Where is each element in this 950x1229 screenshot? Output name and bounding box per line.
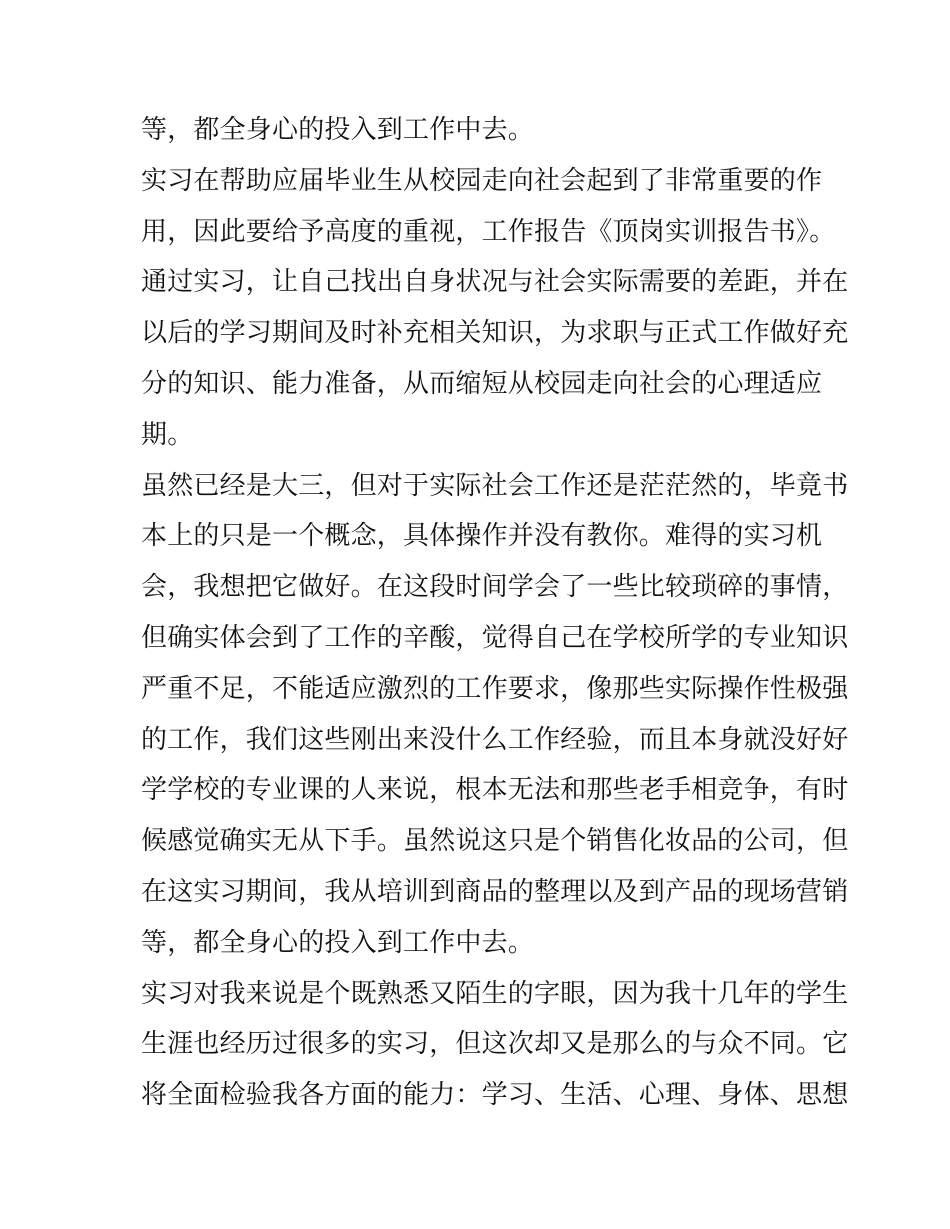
text-line: 在这实习期间，我从培训到商品的整理以及到产品的现场营销 xyxy=(141,876,849,907)
text-line: 严重不足，不能适应激烈的工作要求，像那些实际操作性极强 xyxy=(141,673,849,704)
text-line: 期。 xyxy=(141,419,194,450)
text-line: 本上的只是一个概念，具体操作并没有教你。难得的实习机 xyxy=(141,521,823,552)
text-line: 的工作，我们这些刚出来没什么工作经验，而且本身就没好好 xyxy=(141,724,849,755)
text-line: 将全面检验我各方面的能力：学习、生活、心理、身体、思想 xyxy=(141,1080,849,1111)
document-body xyxy=(141,105,849,1121)
text-line: 候感觉确实无从下手。虽然说这只是个销售化妆品的公司，但 xyxy=(141,826,849,857)
text-line: 以后的学习期间及时补充相关知识，为求职与正式工作做好充 xyxy=(141,318,849,349)
text-line: 实习对我来说是个既熟悉又陌生的字眼，因为我十几年的学生 xyxy=(141,978,849,1009)
text-line: 分的知识、能力准备，从而缩短从校园走向社会的心理适应 xyxy=(141,368,823,399)
text-line: 生涯也经历过很多的实习，但这次却又是那么的与众不同。它 xyxy=(141,1029,849,1060)
text-line: 通过实习，让自己找出自身状况与社会实际需要的差距，并在 xyxy=(141,267,849,298)
text-line: 等，都全身心的投入到工作中去。 xyxy=(141,115,535,145)
text-line: 虽然已经是大三，但对于实际社会工作还是茫茫然的，毕竟书 xyxy=(141,470,849,501)
text-line: 实习在帮助应届毕业生从校园走向社会起到了非常重要的作 xyxy=(141,165,823,196)
text-line: 等，都全身心的投入到工作中去。 xyxy=(141,927,535,958)
text-line: 会，我想把它做好。在这段时间学会了一些比较琐碎的事情， xyxy=(141,572,849,603)
text-line: 学学校的专业课的人来说，根本无法和那些老手相竞争，有时 xyxy=(141,775,849,806)
text-line: 但确实体会到了工作的辛酸，觉得自己在学校所学的专业知识 xyxy=(141,622,849,653)
text-line: 用，因此要给予高度的重视，工作报告《顶岗实训报告书》。 xyxy=(141,216,836,247)
